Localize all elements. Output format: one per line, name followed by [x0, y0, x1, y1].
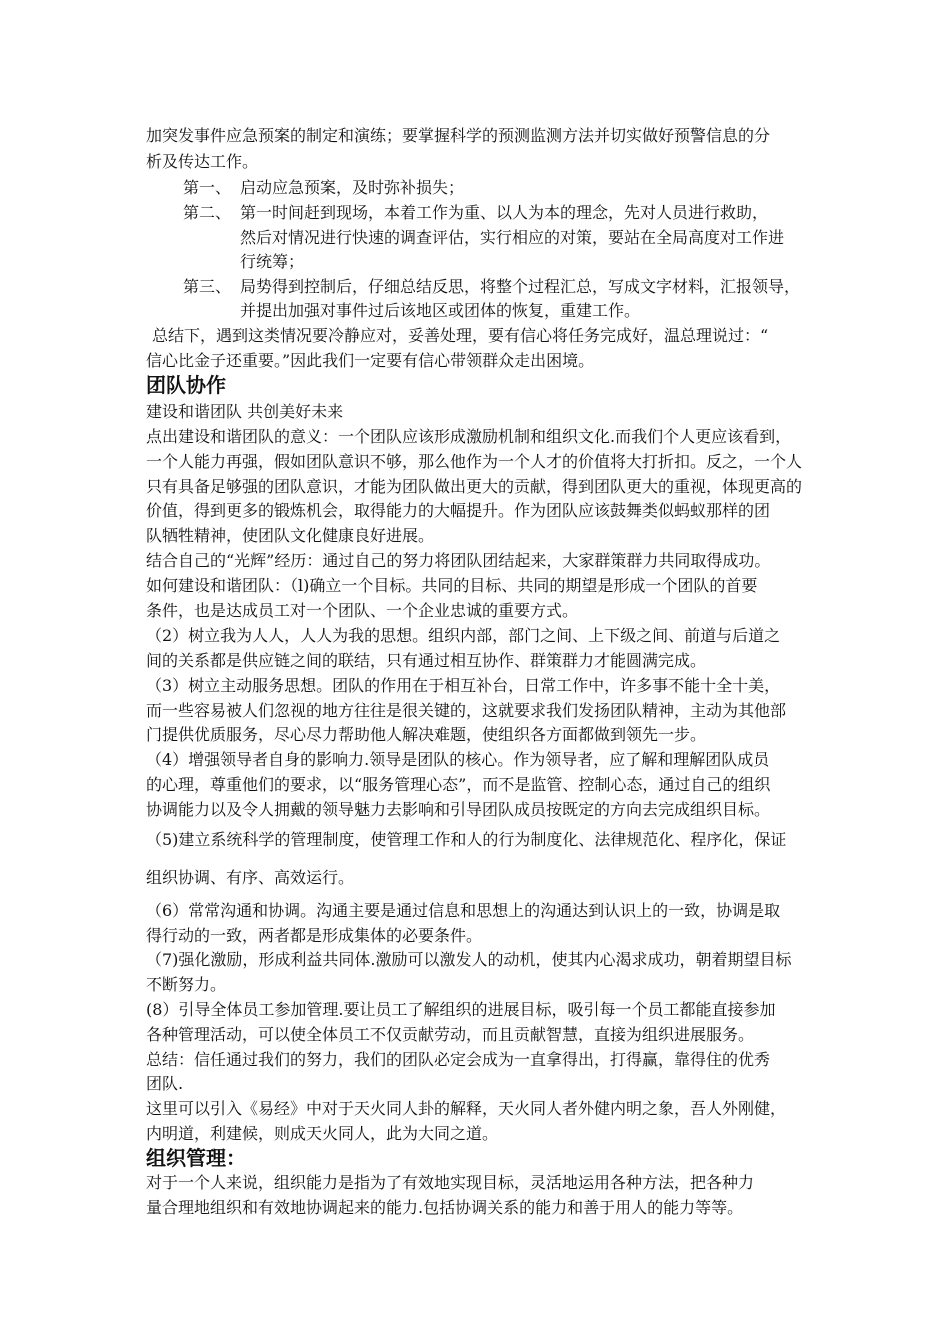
body-line: 协调能力以及令人拥戴的领导魅力去影响和引导团队成员按既定的方向去完成组织目标。 — [146, 800, 771, 819]
step-text: 然后对情况进行快速的调查评估，实行相应的对策，要站在全局高度对工作进 — [240, 228, 785, 247]
body-line: 点出建设和谐团队的意义：一个团队应该形成激励机制和组织文化.而我们个人更应该看到， — [146, 427, 792, 446]
body-line: 不断努力。 — [146, 975, 227, 994]
body-line: 价值，得到更多的锻炼机会，取得能力的大幅提升。作为团队应该鼓舞类似蚂蚁那样的团 — [146, 501, 771, 520]
step-text: 行统筹； — [240, 252, 305, 271]
step-2 — [183, 202, 768, 224]
body-line: （3）树立主动服务思想。团队的作用在于相互补台，日常工作中，许多事不能十全十美， — [146, 676, 781, 695]
step-text: 启动应急预案，及时弥补损失； — [240, 178, 465, 197]
body-line: 而一些容易被人们忽视的地方往往是很关键的，这就要求我们发扬团队精神，主动为其他部 — [146, 701, 787, 720]
body-line: 团队. — [146, 1074, 184, 1093]
body-line: 队牺牲精神，使团队文化健康良好进展。 — [146, 526, 435, 545]
body-line: 只有具备足够强的团队意识，才能为团队做出更大的贡献，得到团队更大的重视，体现更高的 — [146, 477, 803, 496]
summary-line: 信心比金子还重要。”因此我们一定要有信心带领群众走出困境。 — [146, 351, 595, 370]
body-line: 条件，也是达成员工对一个团队、一个企业忠诚的重要方式。 — [146, 601, 579, 620]
step-label: 第一、 — [183, 178, 232, 197]
step-text: 第一时间赶到现场，本着工作为重、以人为本的理念，先对人员进行救助， — [240, 203, 769, 222]
step-1 — [183, 177, 464, 199]
body-line: 结合自己的“光辉”经历：通过自己的努力将团队团结起来，大家群策群力共同取得成功。 — [146, 551, 771, 570]
step-label: 第三、 — [183, 277, 232, 296]
body-line: 如何建设和谐团队：（l)确立一个目标。共同的目标、共同的期望是形成一个团队的首要 — [146, 576, 758, 595]
step-3 — [183, 276, 800, 298]
section-heading-org: 组织管理： — [146, 1146, 246, 1170]
body-line: 这里可以引入《易经》中对于天火同人卦的解释，天火同人者外健内明之象，吾人外刚健， — [146, 1099, 787, 1118]
intro-line: 析及传达工作。 — [146, 152, 259, 171]
body-line: 门提供优质服务，尽心尽力帮助他人解决难题，使组织各方面都做到领先一步。 — [146, 725, 707, 744]
body-line: （5)建立系统科学的管理制度，使管理工作和人的行为制度化、法律规范化、程序化，保证 — [146, 830, 787, 849]
section-heading-team: 团队协作 — [146, 373, 226, 397]
body-line: 内明道，利建候，则成天火同人，此为大同之道。 — [146, 1124, 499, 1143]
step-label: 第二、 — [183, 203, 232, 222]
body-line: 总结：信任通过我们的努力，我们的团队必定会成为一直拿得出，打得赢，靠得住的优秀 — [146, 1050, 771, 1069]
body-line: 组织协调、有序、高效运行。 — [146, 868, 355, 887]
body-line: 对于一个人来说，组织能力是指为了有效地实现目标，灵活地运用各种方法，把各种力 — [146, 1173, 755, 1192]
body-line: 各种管理活动，可以使全体员工不仅贡献劳动，而且贡献智慧，直接为组织进展服务。 — [146, 1025, 755, 1044]
body-line: （7)强化激励，形成利益共同体.激励可以激发人的动机，使其内心渴求成功，朝着期望目标 — [146, 950, 792, 969]
section-subtitle: 建设和谐团队 共创美好未来 — [146, 402, 344, 421]
body-line: （4）增强领导者自身的影响力.领导是团队的核心。作为领导者，应了解和理解团队成员 — [146, 750, 770, 769]
summary-line: 总结下，遇到这类情况要冷静应对，妥善处理，要有信心将任务完成好，温总理说过：“ — [152, 326, 769, 345]
body-line: (8）引导全体员工参加管理.要让员工了解组织的进展目标，吸引每一个员工都能直接参加 — [146, 1000, 776, 1019]
body-line: 得行动的一致，两者都是形成集体的必要条件。 — [146, 926, 483, 945]
body-line: 间的关系都是供应链之间的联结，只有通过相互协作、群策群力才能圆满完成。 — [146, 651, 707, 670]
body-line: 一个人能力再强，假如团队意识不够，那么他作为一个人才的价值将大打折扣。反之，一个人 — [146, 452, 803, 471]
body-line: 的心理，尊重他们的要求，以“服务管理心态”，而不是监管、控制心态，通过自己的组织 — [146, 775, 771, 794]
intro-line: 加突发事件应急预案的制定和演练；要掌握科学的预测监测方法并切实做好预警信息的分 — [146, 126, 771, 145]
body-line: （6）常常沟通和协调。沟通主要是通过信息和思想上的沟通达到认识上的一致，协调是取 — [146, 901, 781, 920]
step-text: 并提出加强对事件过后该地区或团体的恢复，重建工作。 — [240, 301, 641, 320]
body-line: 量合理地组织和有效地协调起来的能力.包括协调关系的能力和善于用人的能力等等。 — [146, 1198, 744, 1217]
step-text: 局势得到控制后，仔细总结反思，将整个过程汇总，写成文字材料，汇报领导， — [240, 277, 801, 296]
body-line: （2）树立我为人人，人人为我的思想。组织内部，部门之间、上下级之间、前道与后道之 — [146, 626, 781, 645]
